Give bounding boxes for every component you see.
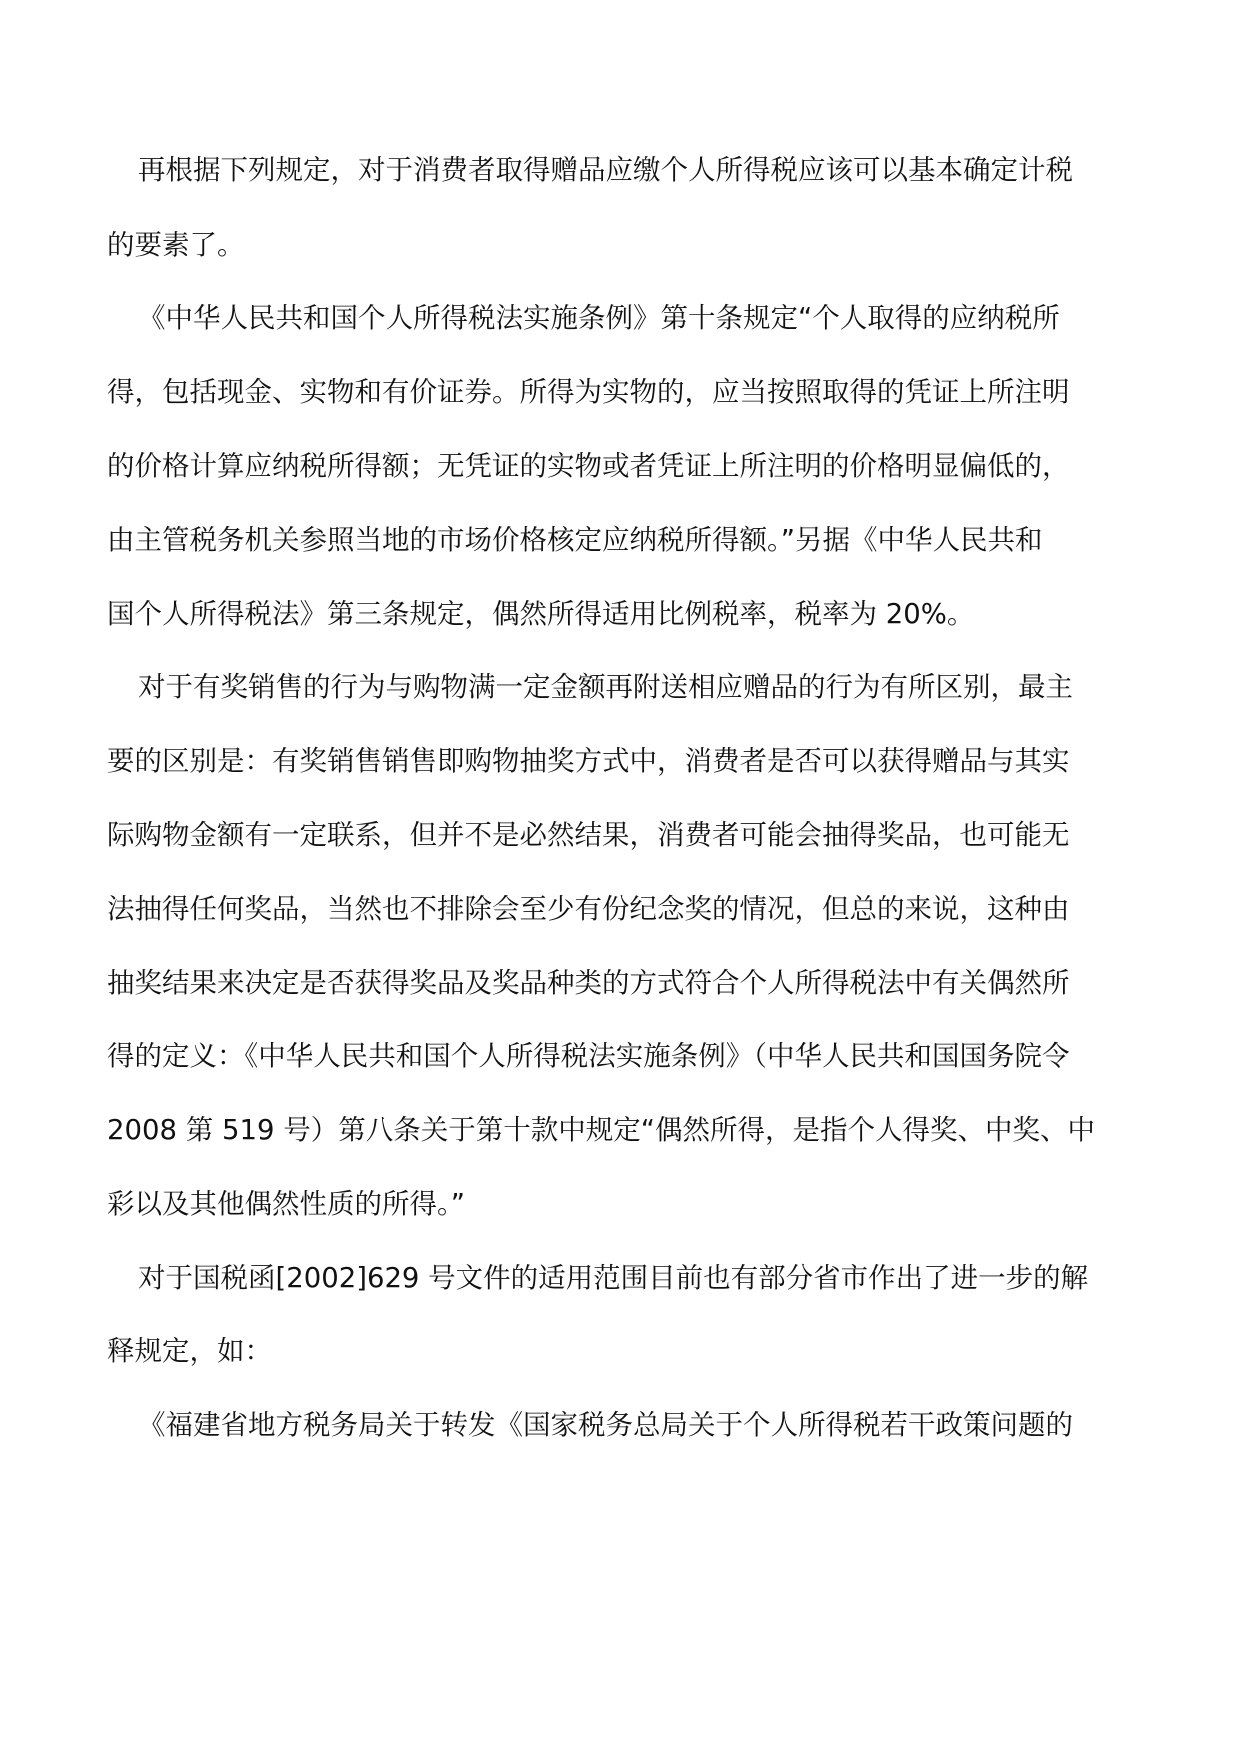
paragraph-3-line-2: 要的区别是：有奖销售销售即购物抽奖方式中，消费者是否可以获得赠品与其实: [107, 745, 1070, 777]
paragraph-2-line-4: 由主管税务机关参照当地的市场价格核定应纳税所得额。”另据《中华人民共和: [107, 524, 1043, 556]
paragraph-3-line-5: 抽奖结果来决定是否获得奖品及奖品种类的方式符合个人所得税法中有关偶然所: [107, 967, 1070, 999]
paragraph-1-line-2: 的要素了。: [107, 229, 245, 261]
paragraph-3-line-1: 对于有奖销售的行为与购物满一定金额再附送相应赠品的行为有所区别，最主: [138, 671, 1073, 703]
paragraph-3-line-8: 彩以及其他偶然性质的所得。”: [107, 1188, 465, 1220]
paragraph-2-line-5: 国个人所得税法》第三条规定，偶然所得适用比例税率，税率为 20%。: [107, 598, 975, 630]
paragraph-4-line-2: 释规定，如：: [107, 1335, 272, 1367]
paragraph-4-line-1: 对于国税函[2002]629 号文件的适用范围目前也有部分省市作出了进一步的解: [138, 1262, 1089, 1294]
paragraph-1-line-1: 再根据下列规定，对于消费者取得赠品应缴个人所得税应该可以基本确定计税: [138, 154, 1073, 186]
paragraph-2-line-1: 《中华人民共和国个人所得税法实施条例》第十条规定“个人取得的应纳税所: [138, 302, 1060, 334]
paragraph-5-line-1: 《福建省地方税务局关于转发《国家税务总局关于个人所得税若干政策问题的: [138, 1409, 1073, 1441]
paragraph-2-line-3: 的价格计算应纳税所得额；无凭证的实物或者凭证上所注明的价格明显偏低的，: [107, 450, 1070, 482]
paragraph-3-line-4: 法抽得任何奖品，当然也不排除会至少有份纪念奖的情况，但总的来说，这种由: [107, 893, 1070, 925]
paragraph-3-line-6: 得的定义：《中华人民共和国个人所得税法实施条例》（中华人民共和国国务院令: [107, 1040, 1070, 1072]
paragraph-3-line-3: 际购物金额有一定联系，但并不是必然结果，消费者可能会抽得奖品，也可能无: [107, 819, 1070, 851]
paragraph-3-line-7: 2008 第 519 号）第八条关于第十款中规定“偶然所得，是指个人得奖、中奖、中: [107, 1114, 1095, 1146]
paragraph-2-line-2: 得，包括现金、实物和有价证券。所得为实物的，应当按照取得的凭证上所注明: [107, 376, 1070, 408]
